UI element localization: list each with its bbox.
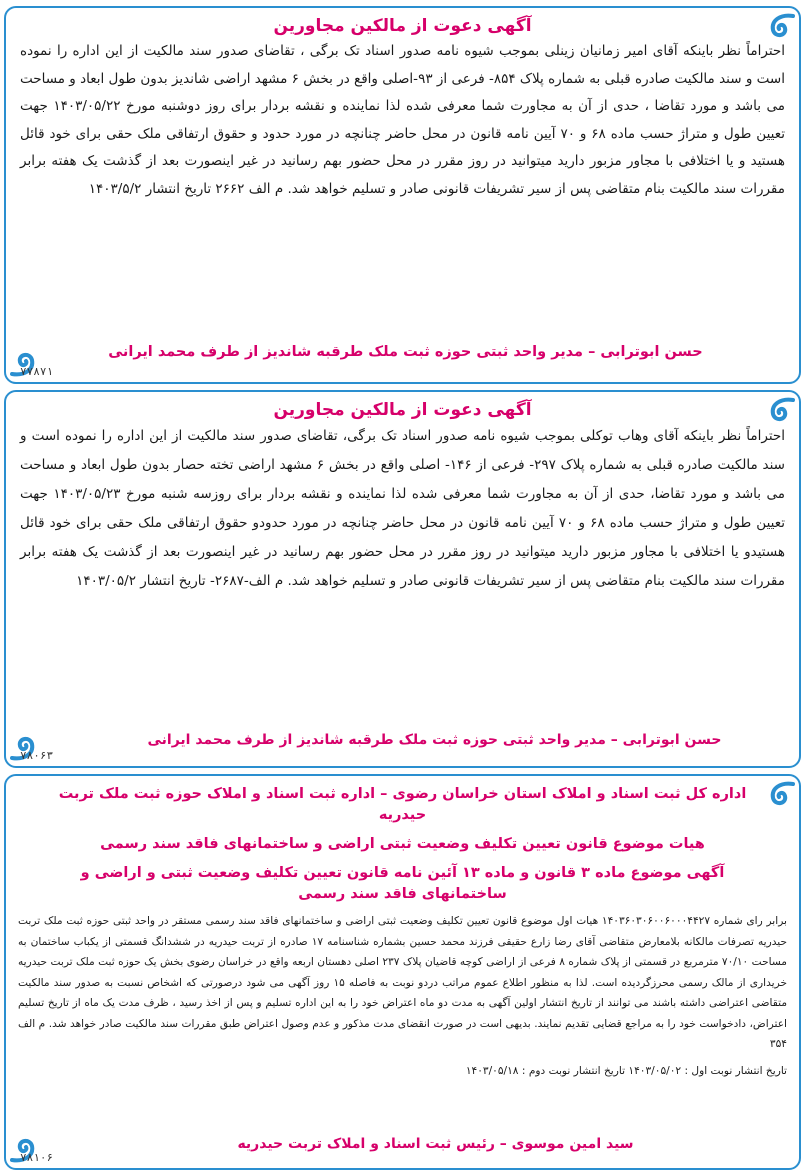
notice-title-line-2: هیات موضوع قانون تعیین تکلیف وضعیت ثبتی اراضی و ساختمانهای فاقد سند رسمی — [100, 836, 705, 852]
notice-signature: حسن ابوترابی – مدیر واحد ثبتی حوزه ثبت ملک طرقبه شاندیز از طرف محمد ایرانی — [108, 344, 703, 360]
notice-code: ۷۸۱۰۶ — [20, 1151, 54, 1164]
notice-body: احتراماً نظر باینکه آقای امیر زمانیان زینلی بموجب شیوه نامه صدور اسناد تک برگی ، تقاضای صدور سند مالکیت از این اداره را نموده است و سند مالکیت صادره قبلی به شماره پلاک ۸۵۴- فرعی از ۹۳-اصلی واقع در بخش ۶ مشهد اراضی شاندیز بدون طول ابعاد و مساحت می باشد و مورد تقاضا ، حدی از آن به مجاورت شما معرفی شده لذا نماینده و نقشه بردار برای روز دوشنبه مورخ ۱۴۰۳/۰۵/۲۲ جهت تعیین طول و متراژ حسب ماده ۶۸ و ۷۰ آیین نامه قانون در محل حاضر چنانچه در مورد حدود و حقوق ارتفاقی ملک حقی برای خود قائل هستید و یا اختلافی با مجاور مزبور دارید میتوانید در روز مقرر در محل حضور بهم رسانید در غیر اینصورت بعد از گذشت یک هفته برابر مقررات سند مالکیت بنام متقاضی پس از سیر تشریفات قانونی صادر و تسلیم خواهد شد. م الف ۲۶۶۲ تاریخ انتشار ۱۴۰۳/۵/۲ — [20, 43, 785, 197]
notice-body: احتراماً نظر باینکه آقای وهاب توکلی بموجب شیوه نامه صدور اسناد تک برگی، تقاضای صدور سند مالکیت از این اداره را نموده است و سند مالکیت صادره قبلی به شماره پلاک ۲۹۷- فرعی از ۱۴۶- اصلی واقع در بخش ۶ مشهد اراضی تخته حصار بدون طول ابعاد و مساحت می باشد و مورد تقاضا، حدی از آن به مجاورت شما معرفی شده لذا نماینده و نقشه بردار برای روزسه شنبه مورخ ۱۴۰۳/۰۵/۲۳ جهت تعیین طول و متراژ حسب ماده ۶۸ و ۷۰ آیین نامه قانون در محل حاضر چنانچه در مورد حدودو حقوق ارتفاقی ملک حقی برای خود قائل هستیدو یا اختلافی با مجاور مزبور دارید میتوانید در روز مقرر در محل حضور بهم رسانید در غیر اینصورت بعد از گذشت یک هفته برابر مقررات سند مالکیت بنام متقاضی پس از سیر تشریفات قانونی صادر و تسلیم خواهد شد. م الف-۲۶۸۷- تاریخ انتشار ۱۴۰۳/۰۵/۲ — [20, 428, 785, 589]
notice-title-line-3: آگهی موضوع ماده ۳ قانون و ماده ۱۳ آئین نامه قانون تعیین تکلیف وضعیت ثبتی و اراضی و ساختمانهای فاقد سند رسمی — [80, 865, 725, 902]
notice-neighbors-invitation-1 — [4, 6, 801, 384]
ornament-swirl-icon — [763, 394, 797, 428]
notice-code: ۷۸۰۶۳ — [20, 749, 54, 762]
ornament-swirl-icon — [763, 10, 797, 44]
notice-title: آگهی دعوت از مالکین مجاورین — [273, 400, 532, 420]
notice-code: ۷۷۸۷۱ — [20, 365, 54, 378]
notice-signature: سید امین موسوی – رئیس ثبت اسناد و املاک تربت حیدریه — [237, 1136, 634, 1152]
notice-publication-dates: تاریخ انتشار نوبت اول : ۱۴۰۳/۰۵/۰۲ تاریخ انتشار نوبت دوم : ۱۴۰۳/۰۵/۱۸ — [465, 1064, 787, 1077]
notice-neighbors-invitation-2 — [4, 390, 801, 768]
notice-title: آگهی دعوت از مالکین مجاورین — [273, 16, 532, 36]
ornament-swirl-icon — [763, 778, 797, 812]
notice-land-registration — [4, 774, 801, 1170]
notice-signature: حسن ابوترابی – مدیر واحد ثبتی حوزه ثبت ملک طرقبه شاندیز از طرف محمد ایرانی — [147, 732, 722, 748]
notice-body: برابر رای شماره ۱۴۰۳۶۰۳۰۶۰۰۶۰۰۰۴۴۲۷ هیات اول موضوع قانون تعیین تکلیف وضعیت ثبتی اراضی و ساختمانهای فاقد سند رسمی مستقر در واحد ثبتی حوزه ثبت ملک تربت حیدریه تصرفات مالکانه بلامعارض متقاضی آقای رضا زارع حقیقی فرزند محمد حسین بشماره شناسنامه ۱۷ صادره از تربت حیدریه در ششدانگ قسمتی از یکباب ساختمان به مساحت ۷۰/۱۰ مترمربع در قسمتی از پلاک شماره ۸ فرعی از اراضی کوچه قاضیان پلاک ۲۳۷ اصلی دهستان اربعه واقع در خراسان رضوی بخش یک حوزه ثبت ملک تربت حیدریه خریداری از مالک رسمی محرزگردیده است. لذا به منظور اطلاع عموم مراتب دردو نوبت به فاصله ۱۵ روز آگهی می شود درصورتی که اشخاص نسبت به صدور سند مالکیت متقاضی اعتراضی داشته باشند می توانند از تاریخ انتشار اولین آگهی به مدت دو ماه اعتراض خود را به این اداره تسلیم و پس از اخذ رسید ، ظرف مدت یک ماه از تاریخ تسلیم اعتراض، دادخواست خود را به مراجع قضایی تقدیم نمایند. بدیهی است در صورت انقضای مدت مذکور و عدم وصول اعتراض طبق مقررات سند مالکیت صادر خواهد شد. م الف ۳۵۴ — [18, 915, 787, 1050]
notice-title-line-1: اداره کل ثبت اسناد و املاک استان خراسان رضوی – اداره ثبت اسناد و املاک حوزه ثبت ملک تربت حیدریه — [58, 786, 747, 823]
